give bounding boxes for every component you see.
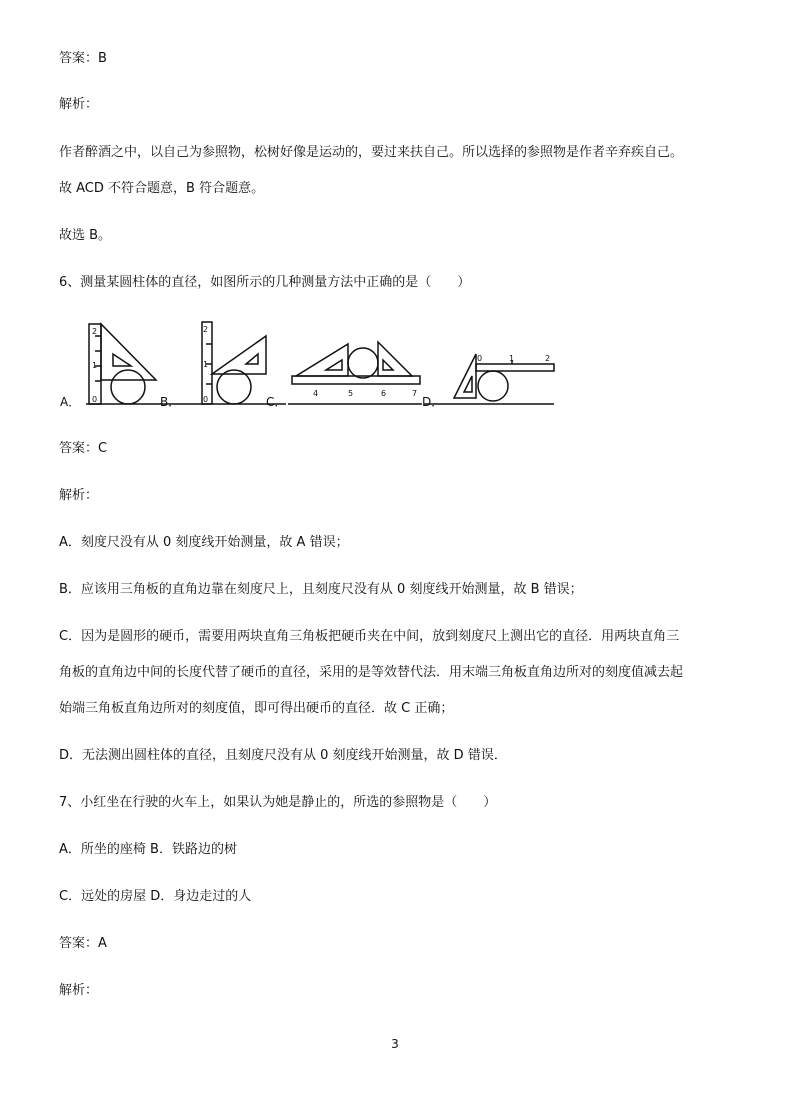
analysis-a-q6: A．刻度尺没有从 0 刻度线开始测量，故 A 错误；: [59, 535, 349, 550]
figure-option-a: [86, 324, 196, 404]
triangle-a: [101, 324, 156, 380]
ruler-c-tick-label: 5: [348, 389, 354, 398]
ruler-a-tick-label: 1: [92, 361, 98, 370]
analysis-text-q5: 作者醉酒之中，以自己为参照物，松树好像是运动的，要过来扶自己。所以选择的参照物是作者辛弃疾自己。: [59, 145, 684, 160]
ruler-b-tick-label: 1: [203, 360, 209, 369]
ruler-b-tick-label: 0: [203, 395, 209, 404]
figure-option-b: [196, 322, 286, 404]
ruler-d-tick-label: 0: [477, 354, 483, 363]
analysis-label-q7: 解析：: [59, 983, 99, 998]
analysis-c-line2-q6: 角板的直角边中间的长度代替了硬币的直径，采用的是等效替代法．用末端三角板直角边所对的刻度值减去起: [59, 665, 684, 680]
ruler-b-tick-label: 2: [203, 325, 209, 334]
coin-c: [348, 348, 378, 378]
horizontal-ruler-c: [292, 376, 420, 384]
page-number: 3: [391, 1037, 399, 1051]
analysis-label-q6: 解析：: [59, 488, 99, 503]
answer-q5: 答案：B: [59, 51, 107, 66]
options-ab-q7: A．所坐的座椅 B．铁路边的树: [59, 842, 237, 857]
ruler-d-tick-label: 1: [509, 354, 515, 363]
analysis-b-q6: B．应该用三角板的直角边靠在刻度尺上，且刻度尺没有从 0 刻度线开始测量，故 B 错误；: [59, 582, 583, 597]
question-6: 6、测量某圆柱体的直径，如图所示的几种测量方法中正确的是（ ）: [59, 275, 471, 290]
measurement-figure: [56, 316, 556, 412]
cylinder-a: [111, 370, 145, 404]
answer-q6: 答案：C: [59, 441, 108, 456]
cylinder-d: [478, 371, 508, 401]
horizontal-ruler-d: [476, 364, 554, 371]
figure-label-d: D．: [422, 395, 444, 409]
ruler-a-tick-label: 2: [92, 327, 98, 336]
figure-option-c: [288, 342, 422, 404]
analysis-d-q6: D．无法测出圆柱体的直径，且刻度尺没有从 0 刻度线开始测量，故 D 错误．: [59, 748, 507, 763]
final-choice-q5: 故选 B。: [59, 228, 112, 243]
figure-label-b: B．: [160, 395, 181, 409]
analysis-c-line1-q6: C．因为是圆形的硬币，需要用两块直角三角板把硬币夹在中间，放到刻度尺上测出它的直径．用两块直角三: [59, 629, 680, 644]
ruler-c-tick-label: 4: [313, 389, 319, 398]
cylinder-b: [217, 370, 251, 404]
analysis-label-q5: 解析：: [59, 97, 99, 112]
figure-label-c: C．: [266, 395, 287, 409]
figure-option-d: [424, 354, 554, 404]
right-triangle-c: [378, 342, 412, 376]
ruler-a-tick-label: 0: [92, 395, 98, 404]
left-triangle-c: [296, 344, 348, 376]
answer-q7: 答案：A: [59, 936, 107, 951]
question-7: 7、小红坐在行驶的火车上，如果认为她是静止的，所选的参照物是（ ）: [59, 795, 497, 810]
analysis-conclusion-q5: 故 ACD 不符合题意，B 符合题意。: [59, 181, 265, 196]
ruler-c-tick-label: 6: [381, 389, 387, 398]
figure-label-a: A．: [60, 395, 81, 409]
ruler-d-tick-label: 2: [545, 354, 551, 363]
options-cd-q7: C．远处的房屋 D．身边走过的人: [59, 889, 252, 904]
analysis-c-line3-q6: 始端三角板直角边所对的刻度值，即可得出硬币的直径．故 C 正确；: [59, 701, 454, 716]
ruler-c-tick-label: 7: [412, 389, 418, 398]
